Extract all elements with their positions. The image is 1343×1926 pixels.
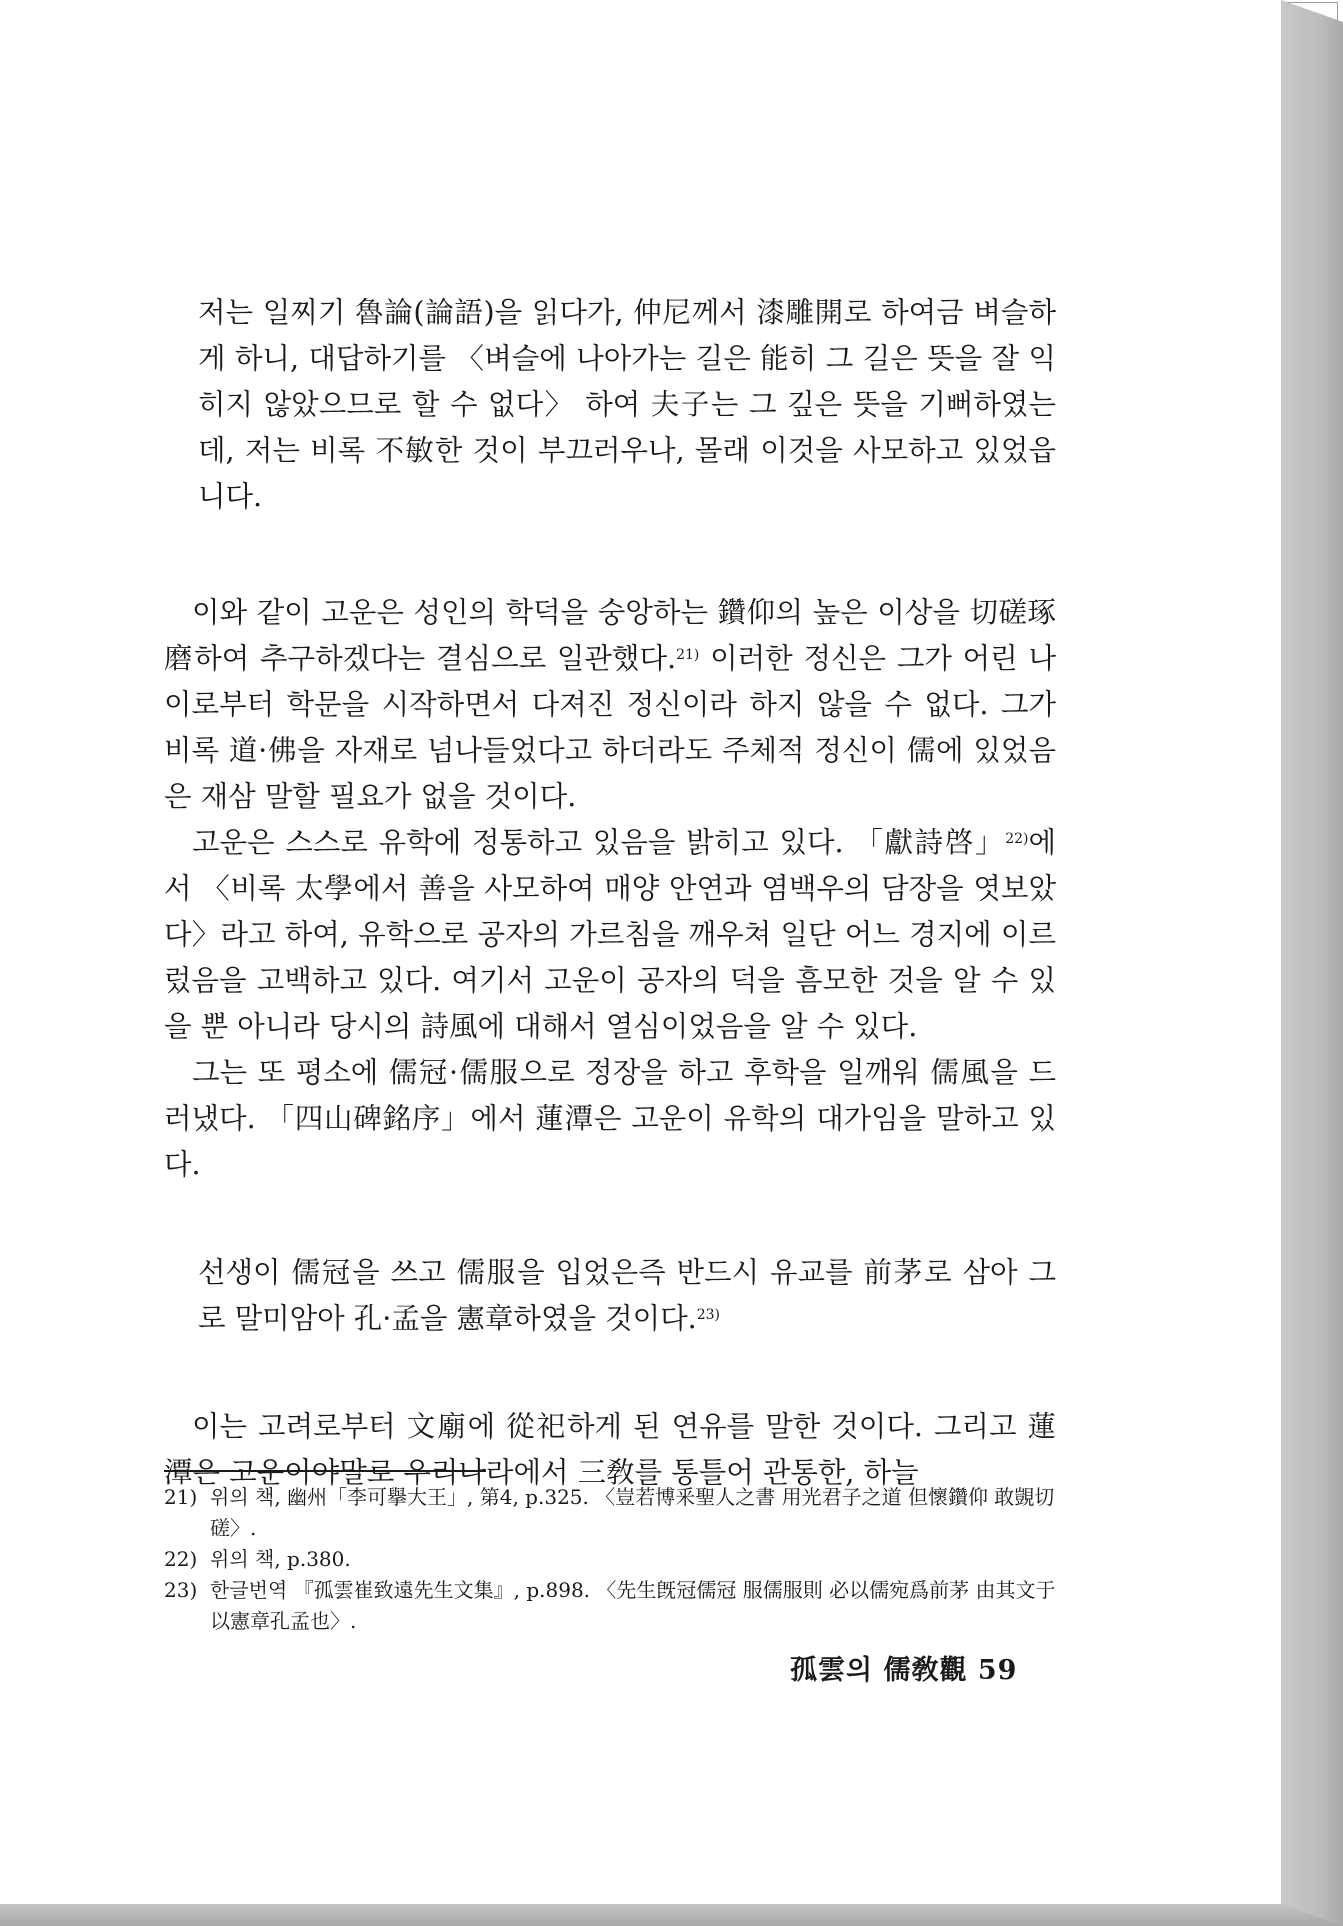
paragraph-2 — [164, 820, 1056, 1050]
footnotes — [164, 1470, 1056, 1637]
body-text — [164, 290, 1056, 1496]
paragraph-3: 그는 또 평소에 儒冠·儒服으로 정장을 하고 후학을 일깨워 儒風을 드러냈다. 「四山碑銘序」에서 蓮潭은 고운이 유학의 대가임을 말하고 있다. — [164, 1056, 1056, 1181]
paragraph-1-text-a: 이와 같이 고운은 성인의 학덕을 숭앙하는 鑽仰의 높은 이상을 切磋琢磨하여 추구하겠다는 결심으로 일관했다. — [164, 596, 1056, 675]
footnote-23 — [164, 1575, 1056, 1637]
footnote-number: 22) — [164, 1547, 198, 1571]
paragraph-2-text-b: 에서 〈비록 太學에서 善을 사모하여 매양 안연과 염백우의 담장을 엿보았다〉라고 하여, 유학으로 공자의 가르침을 깨우쳐 일단 어느 경지에 이르렀음을 고백하고 있다. 여기서 고운이 공자의 덕을 흠모한 것을 알 수 있을 뿐 아니라 당시의 詩風에 대해서 열심이었음을 알 수 있다. — [164, 826, 1056, 1043]
paragraph-2-text-a: 고운은 스스로 유학에 정통하고 있음을 밝히고 있다. 「獻詩啓」 — [192, 826, 1006, 859]
paragraph-4: 이는 고려로부터 文廟에 從祀하게 된 연유를 말한 것이다. 그리고 蓮潭은 고운이야말로 우리나라에서 三敎를 통틀어 관통한, 하늘 — [164, 1410, 1056, 1489]
block-quote-1: 저는 일찌기 魯論(論語)을 읽다가, 仲尼께서 漆雕開로 하여금 벼슬하게 하니, 대답하기를 〈벼슬에 나아가는 길은 能히 그 길은 뜻을 잘 익히지 않았으므로 할 수 없다〉 하여 夫子는 그 깊은 뜻을 기뻐하였는데, 저는 비록 不敏한 것이 부끄러우나, 몰래 이것을 사모하고 있었읍니다. — [198, 296, 1056, 513]
page-stack-edge-bottom — [0, 1904, 1343, 1926]
paragraph-1 — [164, 590, 1056, 820]
page-stack-edge-right — [1281, 0, 1343, 1926]
footnote-text: 한글번역 『孤雲崔致遠先生文集』, p.898. 〈先生旣冠儒冠 服儒服則 必以儒宛爲前茅 由其文于以憲章孔孟也〉. — [210, 1578, 1056, 1633]
footnote-ref-21: 21) — [676, 647, 700, 663]
paragraph-1-text-b: 이러한 정신은 그가 어린 나이로부터 학문을 시작하면서 다져진 정신이라 하지 않을 수 없다. 그가 비록 道·佛을 자재로 넘나들었다고 하더라도 주체적 정신이 儒에 있었음은 재삼 말할 필요가 없을 것이다. — [164, 642, 1056, 813]
footnote-text: 위의 책, p.380. — [210, 1547, 351, 1571]
footnote-21 — [164, 1482, 1056, 1544]
footnote-ref-22: 22) — [1005, 831, 1029, 847]
footnote-number: 21) — [164, 1485, 198, 1509]
footnote-ref-23: 23) — [696, 1307, 721, 1323]
block-quote-2 — [198, 1250, 1056, 1342]
footnote-22 — [164, 1544, 1056, 1575]
footnote-text: 위의 책, 幽州「李可擧大王」, 第4, p.325. 〈豈若博釆聖人之書 用光君子之道 但懷鑽仰 敢覬切磋〉. — [210, 1485, 1055, 1540]
footnote-number: 23) — [164, 1578, 198, 1602]
running-footer: 孤雲의 儒敎觀 59 — [790, 1655, 1018, 1686]
footnote-rule — [164, 1470, 486, 1472]
block-quote-2-text: 선생이 儒冠을 쓰고 儒服을 입었은즉 반드시 유교를 前茅로 삼아 그로 말미암아 孔·孟을 憲章하였을 것이다. — [198, 1256, 1056, 1335]
